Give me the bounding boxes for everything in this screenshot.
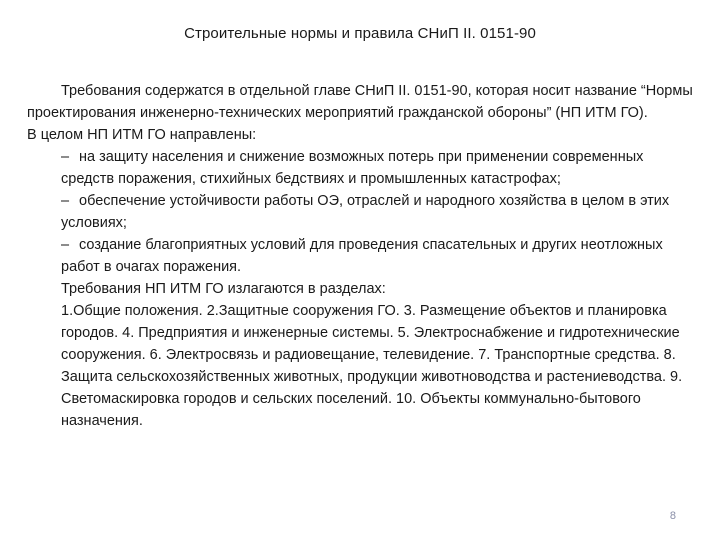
directed-label: В целом НП ИТМ ГО направлены:: [27, 127, 257, 143]
dash-marker: –: [61, 237, 70, 253]
list-item: [27, 146, 697, 190]
dash-marker: –: [61, 193, 70, 209]
list-item-text: обеспечение устойчивости работы ОЭ, отраслей и народного хозяйства в целом в этих условиях;: [61, 193, 670, 231]
dash-marker: –: [61, 149, 70, 165]
list-item: [27, 190, 697, 234]
sections-label: Требования НП ИТМ ГО излагаются в разделах:: [61, 281, 386, 297]
slide-body: [27, 80, 697, 432]
page-number: 8: [669, 510, 676, 522]
list-item: [27, 234, 697, 278]
sections-text: 1.Общие положения. 2.Защитные сооружения ГО. 3. Размещение объектов и планировка городов. 4. Предприятия и инженерные системы. 5. Электроснабжение и гидротехнические сооружения. 6. Электросвязь и радиовещание, телевидение. 7. Транспортные средства. 8. Защита сельскохозяйственных животных, продукции животноводства и растениеводства. 9. Светомаскировка городов и сельских поселений. 10. Объекты коммунально-бытового назначения.: [61, 303, 683, 429]
list-item-text: на защиту населения и снижение возможных потерь при применении современных средств поражения, стихийных бедствиях и промышленных катастрофах;: [61, 149, 644, 187]
list-item-text: создание благоприятных условий для проведения спасательных и других неотложных работ в очагах поражения.: [61, 237, 663, 275]
intro-paragraph: Требования содержатся в отдельной главе СНиП II. 0151-90, которая носит название “Нормы проектирования инженерно-технических мероприятий гражданской обороны” (НП ИТМ ГО).: [27, 83, 693, 121]
slide-title: Строительные нормы и правила СНиП II. 0151-90: [184, 25, 536, 42]
